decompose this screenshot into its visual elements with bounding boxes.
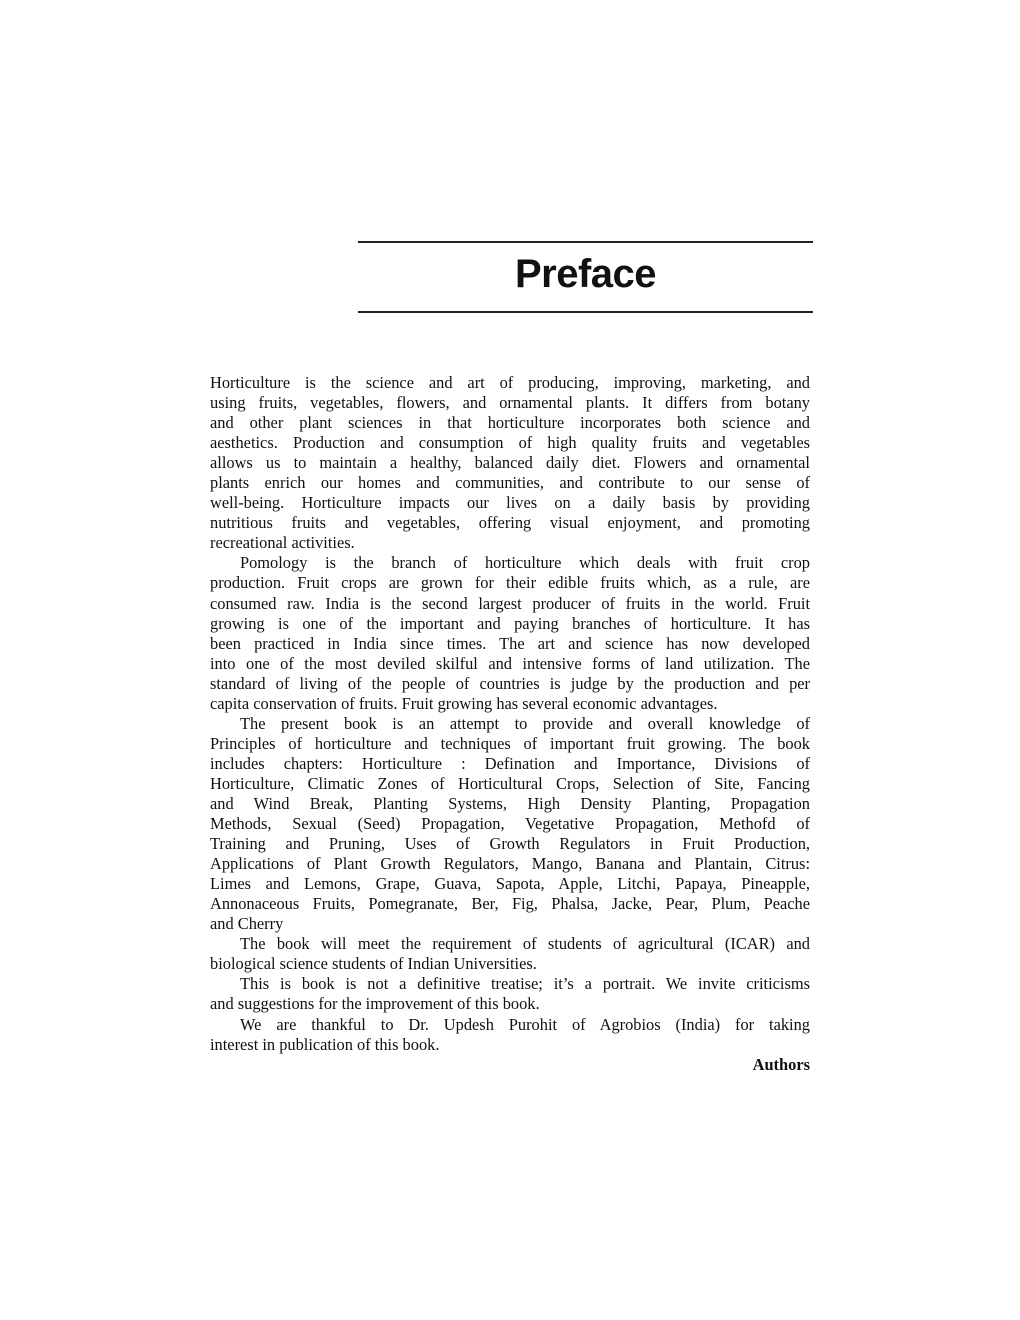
text-line: Principles of horticulture and techniques of important fruit growing. The book <box>210 733 810 753</box>
text-line: and Cherry <box>210 914 284 934</box>
text-line: and suggestions for the improvement of this book. <box>210 994 540 1014</box>
title-rule-bottom <box>358 311 813 313</box>
text-line: Annonaceous Fruits, Pomegranate, Ber, Fig, Phalsa, Jacke, Pear, Plum, Peache <box>210 894 810 914</box>
text-line: aesthetics. Production and consumption of high quality fruits and vegetables <box>210 433 810 453</box>
text-line: This is book is not a definitive treatise; it’s a portrait. We invite criticisms <box>240 974 810 994</box>
text-line: Horticulture, Climatic Zones of Horticultural Crops, Selection of Site, Fancing <box>210 773 810 793</box>
preface-body <box>210 373 810 1075</box>
text-line: The book will meet the requirement of students of agricultural (ICAR) and <box>240 934 810 954</box>
text-line: interest in publication of this book. <box>210 1034 440 1054</box>
text-line: We are thankful to Dr. Updesh Purohit of Agrobios (India) for taking <box>240 1014 810 1034</box>
paragraph <box>210 934 810 974</box>
text-line: nutritious fruits and vegetables, offering visual enjoyment, and promoting <box>210 513 810 533</box>
paragraph <box>210 553 810 713</box>
text-line: Pomology is the branch of horticulture which deals with fruit crop <box>240 553 810 573</box>
text-line: plants enrich our homes and communities, and contribute to our sense of <box>210 473 810 493</box>
text-line: Methods, Sexual (Seed) Propagation, Vegetative Propagation, Methofd of <box>210 814 810 834</box>
paragraph <box>210 373 810 553</box>
text-line: The present book is an attempt to provide and overall knowledge of <box>240 713 810 733</box>
text-line: capita conservation of fruits. Fruit growing has several economic advantages. <box>210 693 718 713</box>
text-line: well-being. Horticulture impacts our lives on a daily basis by providing <box>210 493 810 513</box>
paragraph <box>210 974 810 1014</box>
signature: Authors <box>752 1054 810 1074</box>
text-line: Applications of Plant Growth Regulators, Mango, Banana and Plantain, Citrus: <box>210 854 810 874</box>
text-line: production. Fruit crops are grown for their edible fruits which, as a rule, are <box>210 573 810 593</box>
text-line: recreational activities. <box>210 533 355 553</box>
text-line: consumed raw. India is the second largest producer of fruits in the world. Fruit <box>210 593 810 613</box>
text-line: allows us to maintain a healthy, balanced daily diet. Flowers and ornamental <box>210 453 810 473</box>
text-line: growing is one of the important and paying branches of horticulture. It has <box>210 613 810 633</box>
text-line: Training and Pruning, Uses of Growth Regulators in Fruit Production, <box>210 834 810 854</box>
text-line: and other plant sciences in that horticulture incorporates both science and <box>210 413 810 433</box>
text-line: Horticulture is the science and art of producing, improving, marketing, and <box>210 373 810 392</box>
text-line: biological science students of Indian Universities. <box>210 954 537 974</box>
text-line: and Wind Break, Planting Systems, High Density Planting, Propagation <box>210 793 810 813</box>
paragraph <box>210 1015 810 1055</box>
text-line: using fruits, vegetables, flowers, and ornamental plants. It differs from botany <box>210 393 810 413</box>
title-rule-top <box>358 241 813 243</box>
text-line: been practiced in India since times. The art and science has now developed <box>210 633 810 653</box>
page-title: Preface <box>514 252 657 296</box>
text-line: standard of living of the people of countries is judge by the production and per <box>210 673 810 693</box>
text-line: includes chapters: Horticulture : Defination and Importance, Divisions of <box>210 753 810 773</box>
text-line: into one of the most deviled skilful and intensive forms of land utilization. The <box>210 653 810 673</box>
paragraph <box>210 714 810 935</box>
text-line: Limes and Lemons, Grape, Guava, Sapota, Apple, Litchi, Papaya, Pineapple, <box>210 874 810 894</box>
